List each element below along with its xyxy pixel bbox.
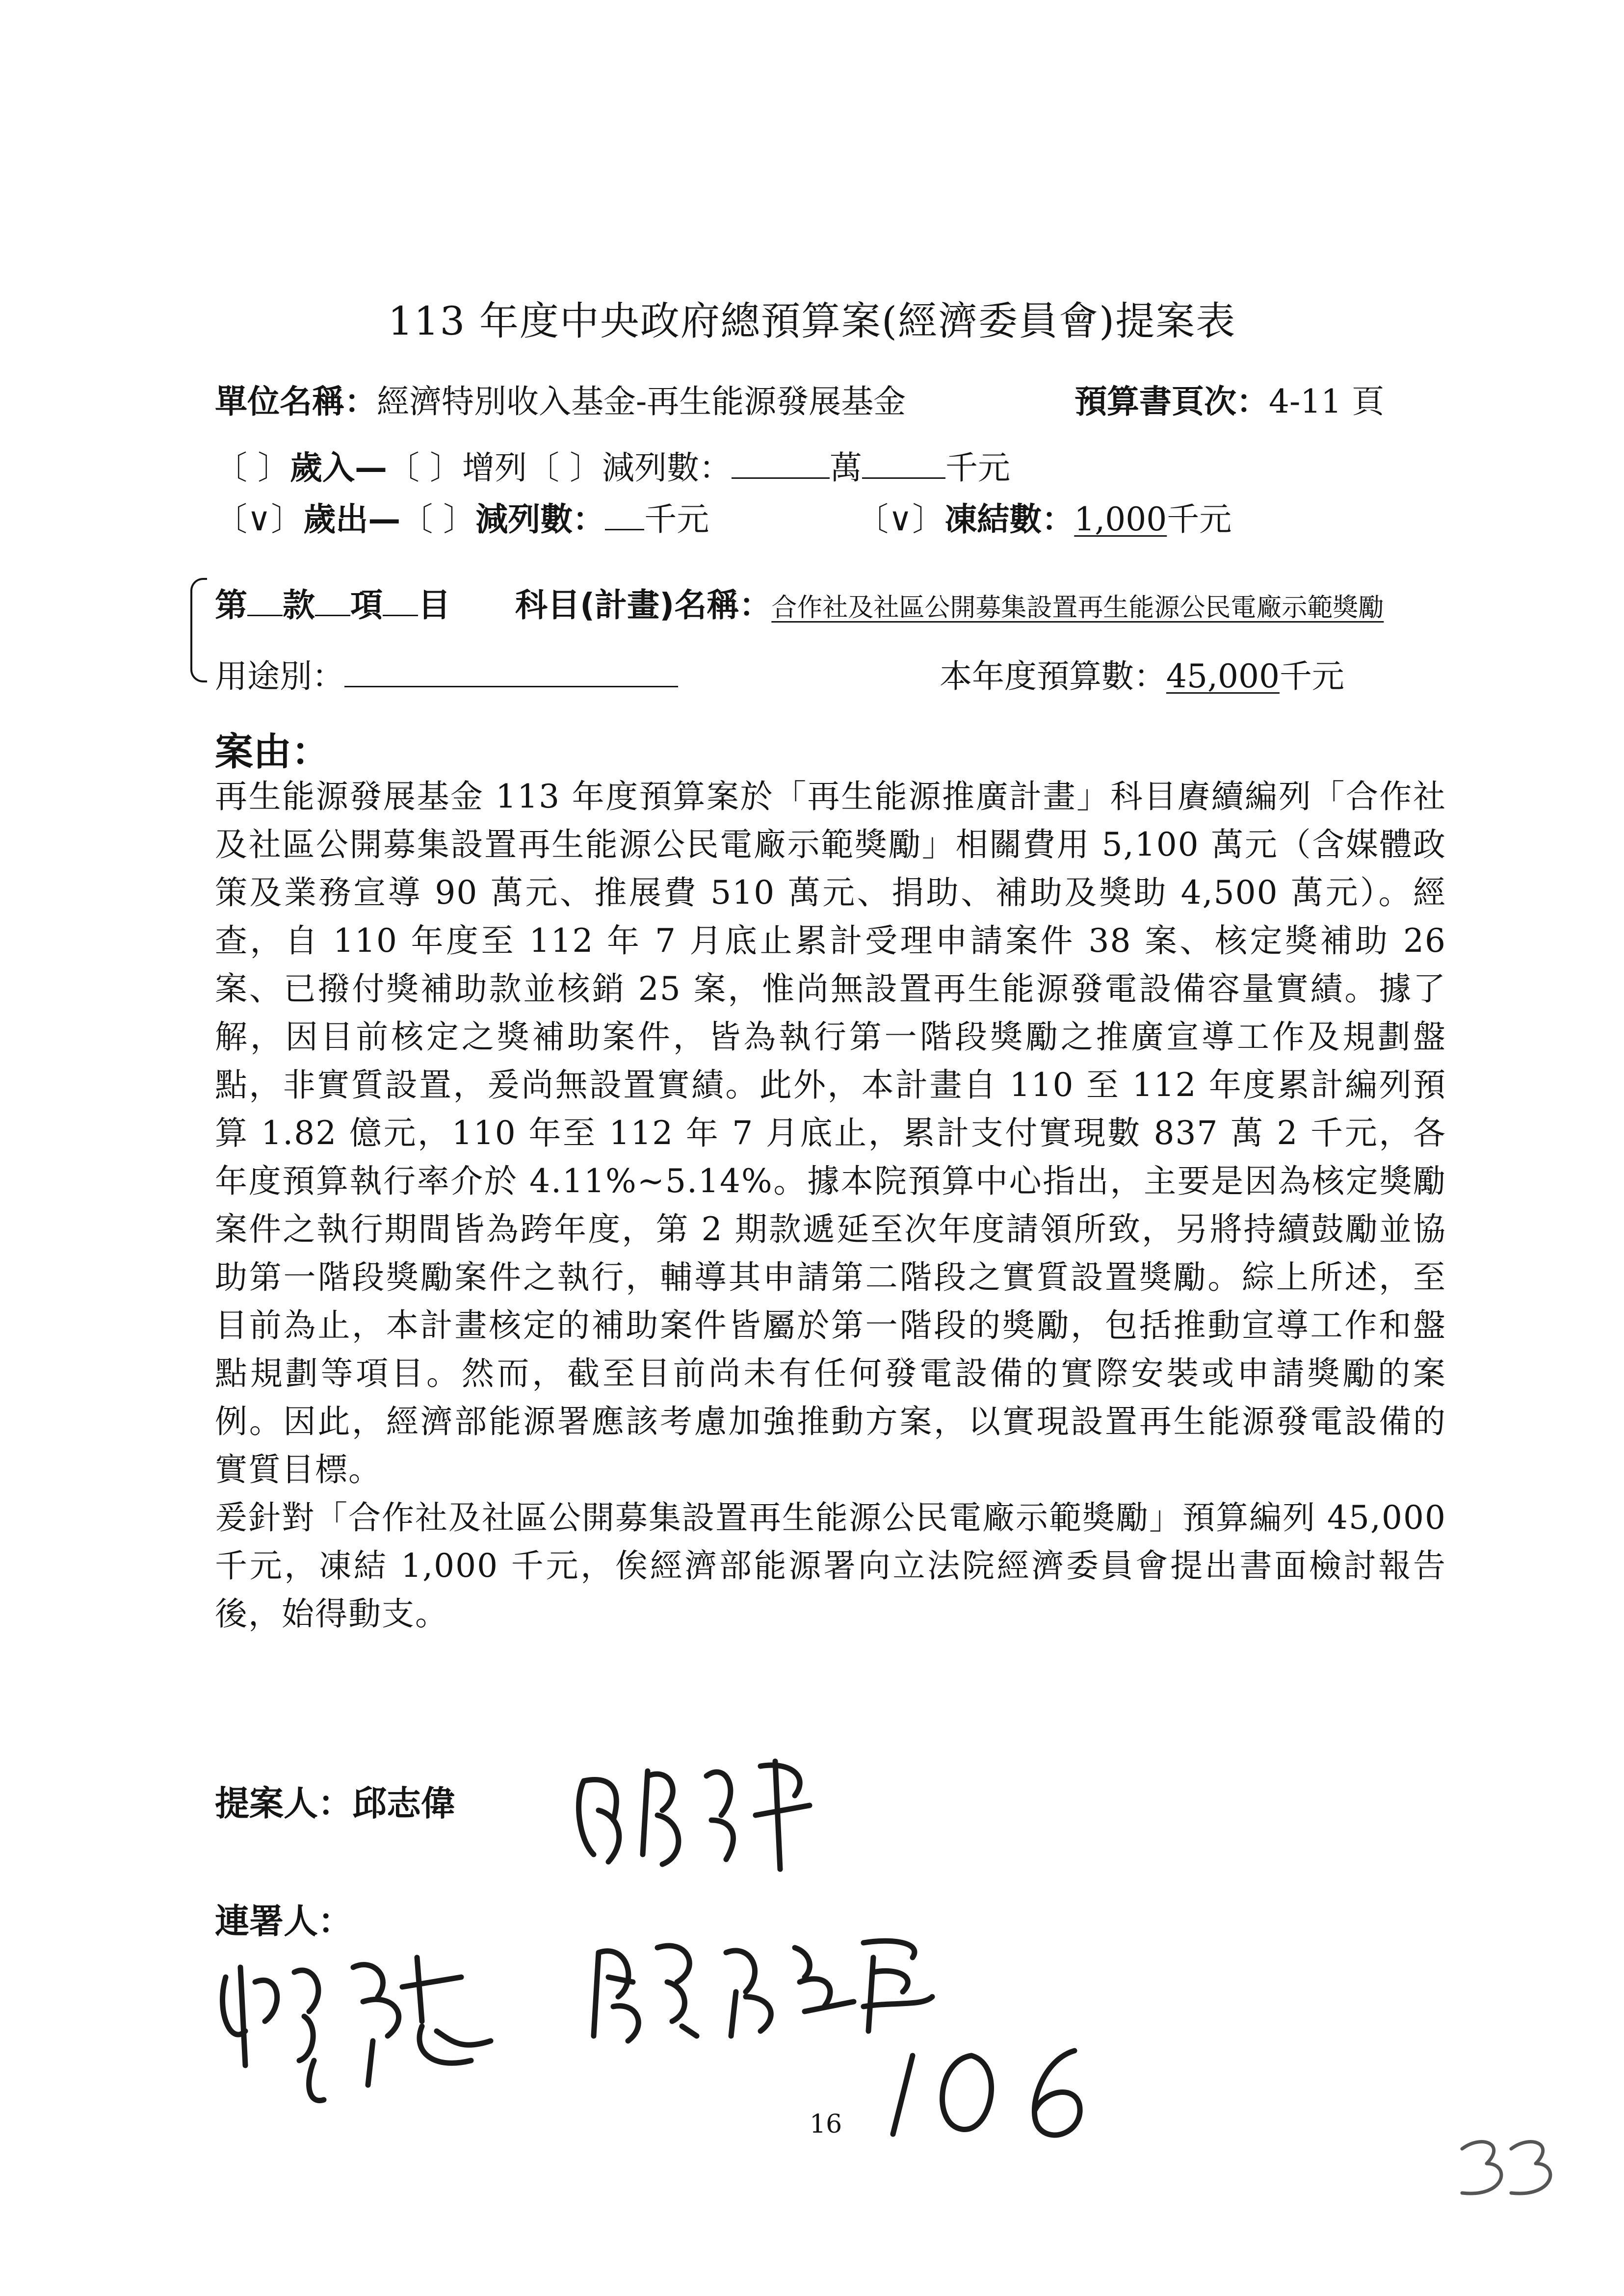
budget-line: [940, 650, 1344, 697]
use-label: 用途別：: [215, 657, 344, 695]
subject-name-label: 科目(計畫)名稱：: [515, 586, 772, 624]
revenue-line: [215, 442, 1010, 488]
expense-decrease-label: 減列數：: [475, 500, 605, 538]
revenue-wan-unit: 萬: [829, 449, 862, 487]
proposer-label: 提案人：: [215, 1783, 352, 1824]
unit-label: 單位名稱：: [215, 383, 377, 420]
use-blank: [344, 658, 678, 687]
page-ref-value: 4-11 頁: [1269, 383, 1385, 420]
revenue-checkbox: 〔 〕: [215, 449, 290, 487]
subject-mu-blank: [383, 587, 418, 616]
freeze-unit: 千元: [1167, 500, 1232, 538]
budget-value: 45,000: [1166, 657, 1280, 695]
proposer-line: [215, 1776, 455, 1826]
freeze-label: 凍結數：: [944, 500, 1074, 538]
expense-decrease-unit: 千元: [644, 500, 709, 538]
reason-heading: 案由：: [215, 730, 330, 774]
revenue-wan-blank: [732, 450, 830, 479]
page-ref-label: 預算書頁次：: [1074, 383, 1269, 420]
subject-mu: 目: [418, 586, 450, 624]
reason-paragraph: 爰針對「合作社及社區公開募集設置再生能源公民電廠示範獎勵」預算編列 45,000 千元，凍結 1,000 千元，俟經濟部能源署向立法院經濟委員會提出書面檢討報告後，始得動支。: [215, 1499, 1446, 1633]
page-ref: [1074, 375, 1384, 422]
subject-xiang: 項: [350, 586, 383, 624]
budget-unit: 千元: [1279, 657, 1344, 695]
unit-value: 經濟特別收入基金-再生能源發展基金: [377, 383, 906, 420]
freeze-value: 1,000: [1074, 500, 1167, 538]
use-line: [215, 650, 678, 697]
subject-di: 第: [215, 586, 247, 624]
expense-checkbox: 〔∨〕: [215, 500, 304, 538]
freeze-line: [856, 493, 1231, 540]
subject-line: [215, 579, 450, 626]
revenue-label: 歲入—: [289, 449, 387, 487]
unit-line: [215, 375, 906, 422]
expense-decrease-blank: [605, 501, 644, 530]
subject-name-line: [515, 579, 1384, 626]
reason-body: [215, 773, 1446, 1638]
revenue-qian-unit: 千元: [945, 449, 1010, 487]
cosigner-signature-1: [206, 1938, 510, 2124]
subject-kuan: 款: [283, 586, 315, 624]
handwritten-number-106: [883, 2031, 1099, 2144]
subject-brace: [190, 578, 207, 682]
subject-name-value: 合作社及社區公開募集設置再生能源公民電廠示範獎勵: [771, 593, 1384, 623]
revenue-qian-blank: [862, 450, 945, 479]
freeze-checkbox: 〔∨〕: [856, 500, 945, 538]
handwritten-number-33: [1452, 2129, 1565, 2208]
budget-label: 本年度預算數：: [940, 657, 1166, 695]
revenue-increase-checkbox: 〔 〕: [387, 449, 462, 487]
proposer-signature: [564, 1747, 819, 1879]
revenue-increase-label: 增列: [462, 449, 527, 487]
revenue-decrease-checkbox: 〔 〕: [526, 449, 602, 487]
cosigner-label: 連署人：: [215, 1901, 352, 1941]
page-title: 113 年度中央政府總預算案(經濟委員會)提案表: [388, 298, 1236, 344]
revenue-decrease-label: 減列數：: [602, 449, 732, 487]
expense-line: [215, 493, 709, 540]
subject-kuan-blank: [247, 587, 283, 616]
reason-paragraph: 再生能源發展基金 113 年度預算案於「再生能源推廣計畫」科目賡續編列「合作社及社區公開募集設置再生能源公民電廠示範獎勵」相關費用 5,100 萬元（含媒體政策及業務宣導 90 萬元、推展費 510 萬元、捐助、補助及獎助 4,500 萬元）。經查，自 110 年度至 112 年 7 月底止累計受理申請案件 38 案、核定獎補助 26 案、已撥付獎補助款並核銷 25 案，惟尚無設置再生能源發電設備容量實績。據了解，因目前核定之獎補助案件，皆為執行第一階段獎勵之推廣宣導工作及規劃盤點，非實質設置，爰尚無設置實績。此外，本計畫自 110 至 112 年度累計編列預算 1.82 億元，110 年至 112 年 7 月底止，累計支付實現數 837 萬 2 千元，各年度預算執行率介於 4.11%~5.14%。據本院預算中心指出，主要是因為核定獎勵案件之執行期間皆為跨年度，第 2 期款遞延至次年度請領所致，另將持續鼓勵並協助第一階段獎勵案件之執行，輔導其申請第二階段之實質設置獎勵。綜上所述，至目前為止，本計畫核定的補助案件皆屬於第一階段的獎勵，包括推動宣導工作和盤點規劃等項目。然而，截至目前尚未有任何發電設備的實際安裝或申請獎勵的案例。因此，經濟部能源署應該考慮加強推動方案，以實現設置再生能源發電設備的實質目標。: [215, 778, 1446, 1488]
expense-label: 歲出—: [303, 500, 401, 538]
expense-decrease-checkbox: 〔 〕: [400, 500, 476, 538]
subject-xiang-blank: [315, 587, 350, 616]
page-number: 16: [810, 2110, 842, 2139]
proposer-name: 邱志偉: [352, 1783, 455, 1824]
